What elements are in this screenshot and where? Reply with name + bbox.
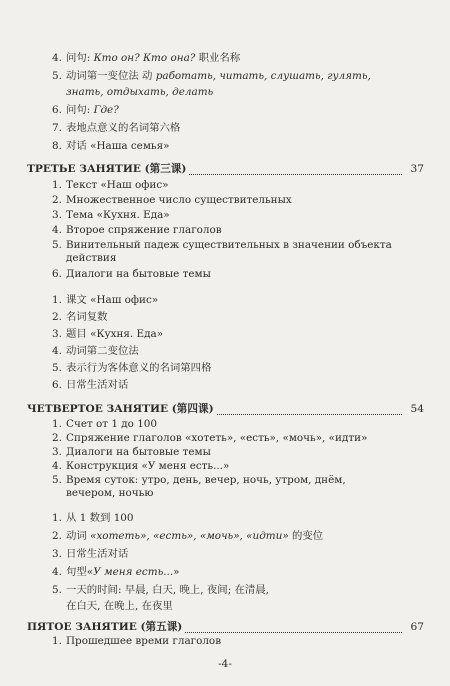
toc-line-cont: действия [66,252,117,264]
toc-line: 3. 日常生活对话 [52,548,129,560]
toc-line-cont: знать, отдыхать, делать [66,86,214,98]
toc-line: 1. 从 1 数到 100 [52,512,134,524]
toc-line: 1. Счет от 1 до 100 [52,418,158,430]
toc-line: 2. Спряжение глаголов «хотеть», «есть», «мочь», «идти» [52,432,368,444]
toc-line: 5. Время суток: утро, день, вечер, ночь, утром, днём, [52,474,346,486]
page-number: -4- [218,658,232,670]
toc-line: 5. 表示行为客体意义的名词第四格 [52,362,212,374]
toc-line: 8. 对话 «Наша семья» [52,140,170,152]
toc-line: 6. Диалоги на бытовые темы [52,268,211,280]
toc-line: 4. Второе спряжение глаголов [52,224,222,236]
toc-line: 6. 日常生活对话 [52,379,129,391]
toc-line: 4. Конструкция «У меня есть...» [52,460,230,472]
toc-line: 5. 一天的时间: 早晨, 白天, 晚上, 夜间; 在清晨, [52,584,269,596]
toc-line: 2. 动词 «хотеть», «есть», «мочь», «идти» 的变位 [52,530,324,542]
toc-line: 4. 句型«У меня есть...» [52,566,180,578]
toc-heading-lesson-3[interactable]: ТРЕТЬЕ ЗАНЯТИЕ (第三课) 37 [27,163,424,175]
toc-line: 4. 问句: Кто он? Кто она? 职业名称 [52,52,241,64]
toc-line: 4. 动词第二变位法 [52,345,139,357]
toc-line: 6. 问句: Где? [52,104,119,116]
toc-line: 7. 表地点意义的名词第六格 [52,122,181,134]
toc-line-cont: 在白天, 在晚上, 在夜里 [66,600,173,612]
toc-line: 1. Прошедшее времи глаголов [52,635,222,647]
toc-line: 3. Диалоги на бытовые темы [52,446,211,458]
toc-line: 1. Текст «Наш офис» [52,179,169,191]
toc-line: 5. Винительный падеж существительных в значении объекта [52,239,392,251]
toc-line: 2. Множественное число существительных [52,194,292,206]
toc-line: 2. 名词复数 [52,311,108,323]
toc-line: 5. 动词第一变位法 动 работать, читать, слушать, гулять, [52,70,371,82]
toc-line-cont: вечером, ночью [66,487,154,499]
toc-line: 1. 课文 «Наш офис» [52,294,159,306]
toc-line: 3. 题目 «Кухня. Еда» [52,328,164,340]
toc-heading-lesson-5[interactable]: ПЯТОЕ ЗАНЯТИЕ (第五课) 67 [27,621,424,633]
toc-heading-lesson-4[interactable]: ЧЕТВЕРТОЕ ЗАНЯТИЕ (第四课) 54 [27,403,424,415]
toc-line: 3. Тема «Кухня. Еда» [52,209,170,221]
